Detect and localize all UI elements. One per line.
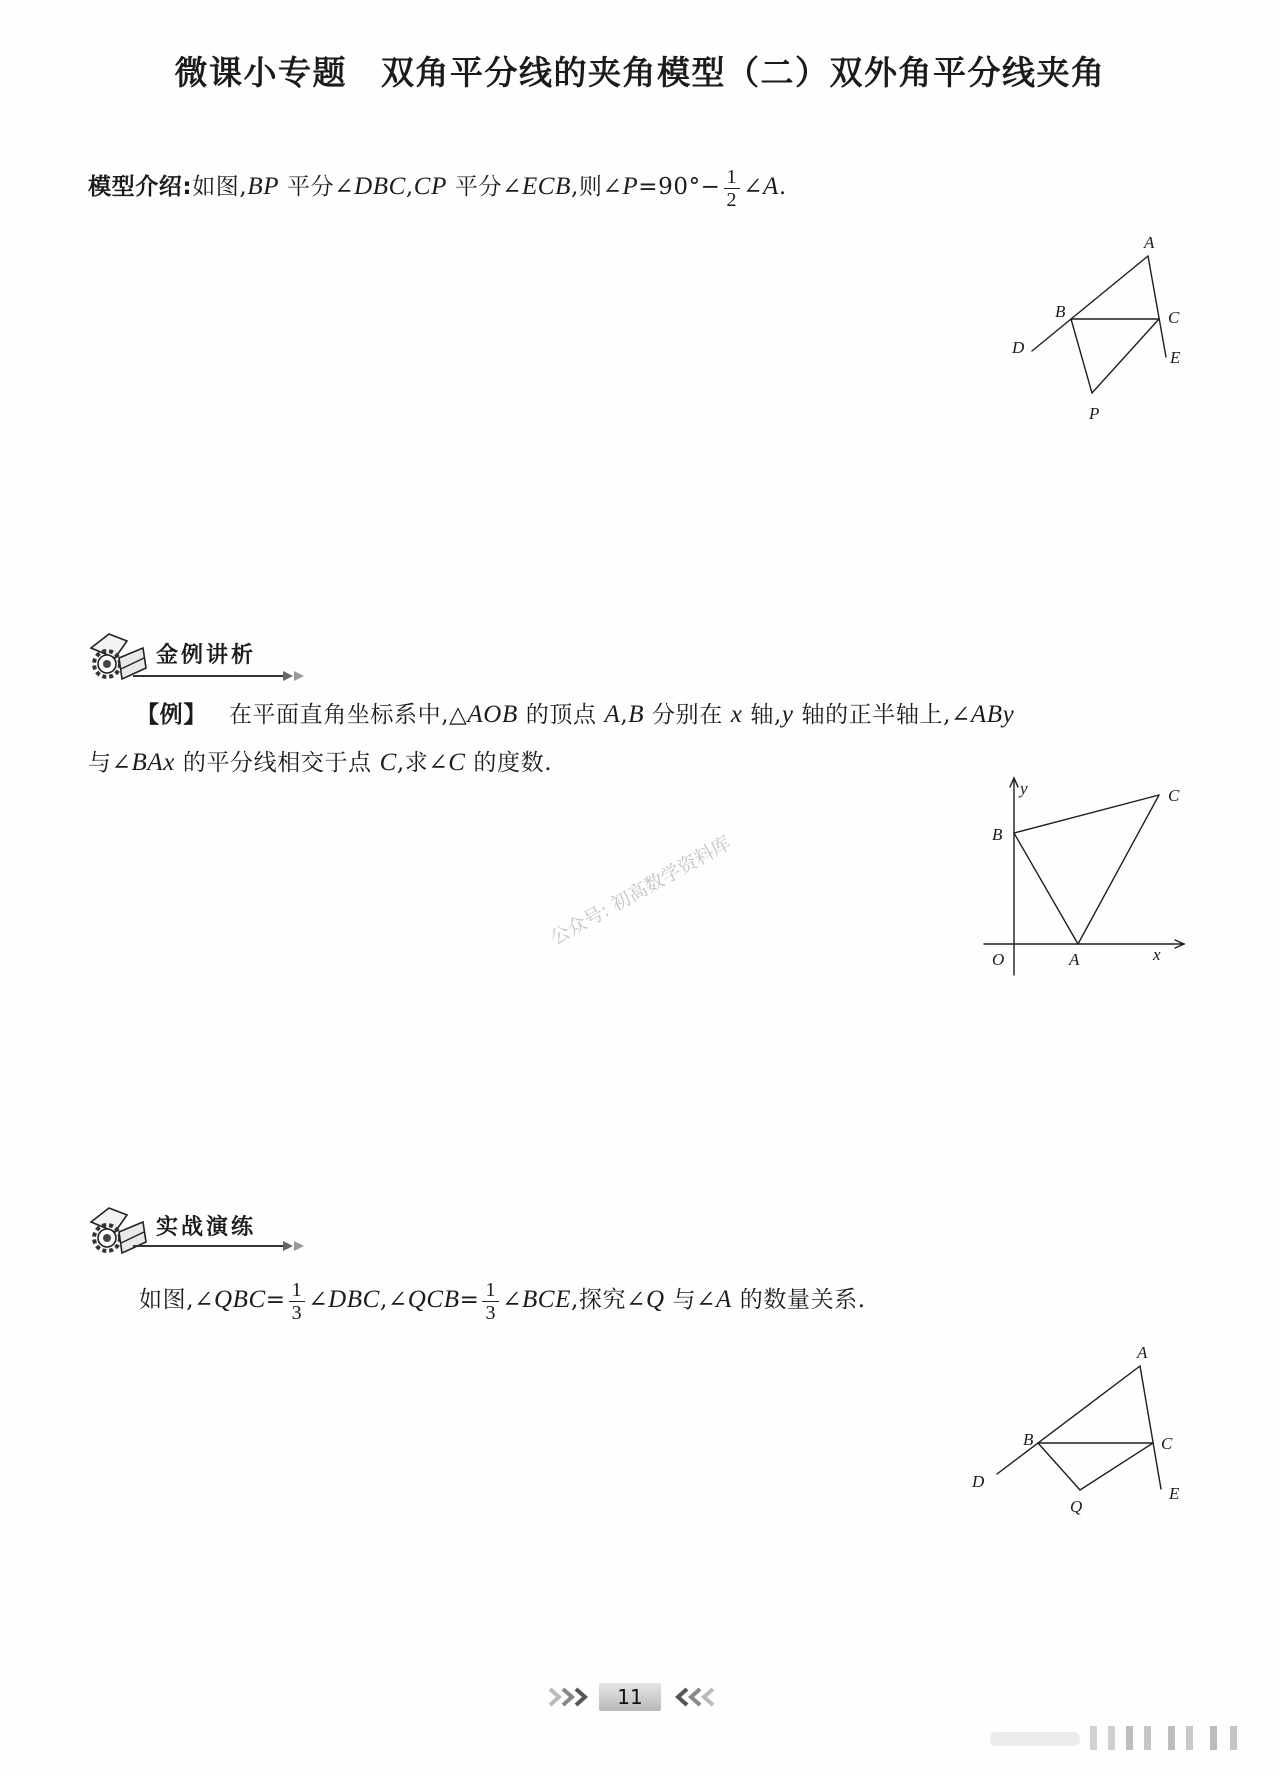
segment-CP [1092, 319, 1159, 393]
point-label-B: B [992, 825, 1003, 844]
math-symbol: y [781, 701, 794, 728]
example-line-2 [88, 741, 552, 785]
text-run: 轴的正半轴上,∠ [793, 702, 971, 728]
math-symbol: P [622, 173, 639, 200]
example-line-1-text [229, 702, 1015, 728]
segment-BP [1071, 319, 1092, 393]
scan-artifact [990, 1722, 1255, 1754]
watermark: 公众号: 初高数学资料库 [546, 832, 735, 950]
axis-label-x: x [1153, 945, 1161, 964]
point-label-O: O [992, 950, 1005, 969]
heading-arrow-underline [133, 668, 308, 684]
fraction-denominator: 3 [485, 1301, 497, 1324]
point-label-C: C [1168, 786, 1180, 805]
fraction-denominator: 2 [726, 188, 738, 211]
text-run: 平分∠ [279, 174, 355, 200]
math-symbol: BP [247, 173, 280, 200]
math-symbol: C [448, 749, 466, 776]
chevron-left-icon [673, 1686, 721, 1708]
point-label-E: E [1169, 1484, 1180, 1503]
point-label-D: D [972, 1472, 985, 1491]
math-symbol: Q [645, 1286, 665, 1313]
text-run: 的顶点 [517, 702, 605, 728]
math-symbol: x [730, 701, 743, 728]
heading-arrow-underline [133, 1238, 308, 1254]
segment-CA [1078, 795, 1159, 944]
bold-label: 模型介绍: [88, 174, 193, 200]
point-label-B: B [1055, 302, 1066, 321]
text-run: ,则∠ [570, 174, 623, 200]
point-label-A: A [1069, 950, 1080, 969]
chevron-right-icon [546, 1686, 594, 1708]
math-symbol: A [604, 701, 621, 728]
math-symbol: DBC [328, 1286, 380, 1313]
fraction-numerator: 1 [724, 166, 741, 189]
ray-A-E [1140, 1366, 1161, 1489]
example-tag: 【例】 [136, 702, 207, 728]
text-run: ,探究∠ [570, 1287, 646, 1313]
title-main: 双角平分线的夹角模型（二）双外角平分线夹角 [381, 53, 1106, 92]
fraction [482, 1279, 499, 1324]
point-label-Q: Q [1070, 1497, 1083, 1516]
math-symbol: A [763, 173, 779, 200]
fraction-numerator: 1 [482, 1279, 499, 1302]
math-symbol: DBC [354, 173, 406, 200]
text-run: 的数量关系. [731, 1287, 866, 1313]
math-symbol: ABy [970, 701, 1015, 728]
math-symbol: BAx [131, 749, 175, 776]
math-symbol: QBC [213, 1286, 266, 1313]
practice-question [139, 1278, 866, 1322]
ray-A-D [997, 1366, 1140, 1474]
text-run: 的度数. [465, 750, 553, 776]
section-heading-practice: 实战演练 [156, 1215, 257, 1240]
math-symbol: CP [413, 173, 447, 200]
segment-QC [1080, 1443, 1153, 1490]
model-intro [88, 165, 787, 209]
text-run: =90°− [638, 174, 721, 200]
page-title [0, 50, 1280, 96]
section-heading-example: 金例讲析 [156, 643, 257, 668]
text-run: ∠ [308, 1287, 329, 1313]
point-label-D: D [1012, 338, 1025, 357]
text-run: 的平分线相交于点 [174, 750, 380, 776]
fraction-denominator: 3 [291, 1301, 303, 1324]
text-run: 轴, [742, 702, 782, 728]
page-number: 11 [599, 1683, 661, 1711]
fraction [724, 166, 741, 211]
text-run: ,∠ [379, 1287, 408, 1313]
example-line-1 [136, 693, 1014, 737]
practice-figure [960, 1340, 1190, 1530]
text-run: , [405, 174, 414, 200]
axis-label-y: y [1020, 779, 1028, 798]
point-label-A: A [1144, 233, 1155, 252]
point-label-P: P [1089, 404, 1100, 423]
text-run: . [778, 174, 787, 200]
math-symbol: BCE [521, 1286, 571, 1313]
math-symbol: B [628, 701, 645, 728]
math-symbol: AOB [467, 701, 518, 728]
text-run: 平分∠ [446, 174, 522, 200]
title-prefix: 微课小专题 [174, 53, 347, 92]
point-label-A: A [1137, 1343, 1148, 1362]
ray-A-E [1148, 256, 1166, 357]
text-run: ,求∠ [396, 750, 449, 776]
model-figure [1010, 230, 1210, 430]
point-label-C: C [1168, 308, 1180, 327]
point-label-C: C [1161, 1434, 1173, 1453]
text-run: 与∠ [88, 750, 132, 776]
text-run: , [620, 702, 629, 728]
segment-BQ [1038, 1443, 1080, 1490]
segment-BA [1014, 833, 1078, 944]
text-run: = [265, 1287, 286, 1313]
point-label-E: E [1170, 348, 1181, 367]
text-run: 如图, [192, 174, 248, 200]
text-run: 与∠ [664, 1287, 716, 1313]
text-run: 分别在 [644, 702, 731, 728]
fraction-numerator: 1 [289, 1279, 306, 1302]
fraction [289, 1279, 306, 1324]
math-symbol: C [379, 749, 397, 776]
text-run: ∠ [502, 1287, 522, 1313]
math-symbol: A [716, 1286, 732, 1313]
coordinate-figure [970, 770, 1200, 990]
math-symbol: QCB [407, 1286, 460, 1313]
text-run: = [459, 1287, 480, 1313]
point-label-B: B [1023, 1430, 1034, 1449]
text-run: ∠ [743, 174, 764, 200]
text-run: 如图,∠ [139, 1287, 214, 1313]
ray-A-D [1032, 256, 1148, 351]
segment-BC [1014, 795, 1159, 833]
math-symbol: ECB [521, 173, 571, 200]
text-run: 在平面直角坐标系中,△ [228, 702, 468, 728]
